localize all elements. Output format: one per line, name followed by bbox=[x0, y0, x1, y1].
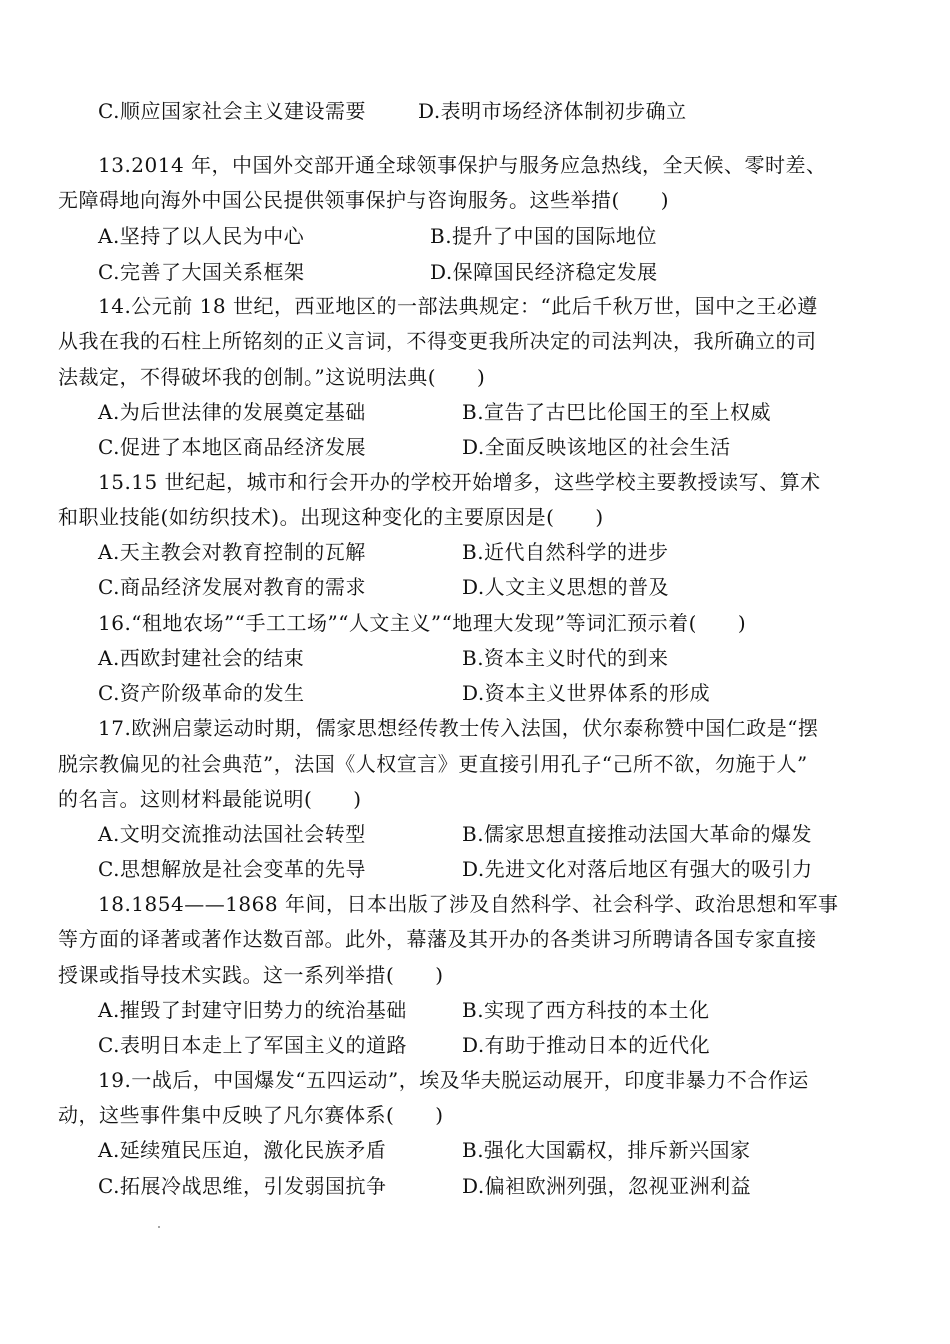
option-d: D.偏袒欧洲列强，忽视亚洲利益 bbox=[462, 1174, 752, 1198]
question-stem: 和职业技能(如纺织技术)。出现这种变化的主要原因是( ) bbox=[58, 505, 604, 529]
question-stem: 13.2014 年，中国外交部开通全球领事保护与服务应急热线，全天候、零时差、 bbox=[98, 153, 827, 177]
question-stem: 14.公元前 18 世纪，西亚地区的一部法典规定：“此后千秋万世，国中之王必遵 bbox=[98, 294, 818, 318]
option-d-prev: D.表明市场经济体制初步确立 bbox=[418, 99, 687, 123]
question-stem: 授课或指导技术实践。这一系列举措( ) bbox=[58, 963, 444, 987]
option-a: A.为后世法律的发展奠定基础 bbox=[98, 400, 366, 424]
question-stem: 动，这些事件集中反映了凡尔赛体系( ) bbox=[58, 1103, 444, 1127]
option-a: A.摧毁了封建守旧势力的统治基础 bbox=[98, 998, 407, 1022]
option-a: A.文明交流推动法国社会转型 bbox=[98, 822, 366, 846]
question-stem: 19.一战后，中国爆发“五四运动”，埃及华夫脱运动展开，印度非暴力不合作运 bbox=[98, 1068, 809, 1092]
option-c: C.表明日本走上了军国主义的道路 bbox=[98, 1033, 407, 1057]
option-d: D.保障国民经济稳定发展 bbox=[430, 260, 658, 284]
question-stem: 从我在我的石柱上所铭刻的正义言词，不得变更我所决定的司法判决，我所确立的司 bbox=[58, 329, 817, 353]
option-b: B.儒家思想直接推动法国大革命的爆发 bbox=[462, 822, 813, 846]
option-d: D.资本主义世界体系的形成 bbox=[462, 681, 711, 705]
option-c: C.完善了大国关系框架 bbox=[98, 260, 305, 284]
option-b: B.提升了中国的国际地位 bbox=[430, 224, 658, 248]
option-c: C.思想解放是社会变革的先导 bbox=[98, 857, 366, 881]
question-stem: 法裁定，不得破坏我的创制。”这说明法典( ) bbox=[58, 365, 486, 389]
option-b: B.实现了西方科技的本土化 bbox=[462, 998, 710, 1022]
option-a: A.西欧封建社会的结束 bbox=[98, 646, 305, 670]
option-a: A.天主教会对教育控制的瓦解 bbox=[98, 540, 366, 564]
option-b: B.资本主义时代的到来 bbox=[462, 646, 669, 670]
option-b: B.强化大国霸权，排斥新兴国家 bbox=[462, 1138, 751, 1162]
question-stem: 脱宗教偏见的社会典范”，法国《人权宣言》更直接引用孔子“己所不欲，勿施于人” bbox=[58, 752, 808, 776]
question-stem: 无障碍地向海外中国公民提供领事保护与咨询服务。这些举措( ) bbox=[58, 188, 670, 212]
option-c: C.拓展冷战思维，引发弱国抗争 bbox=[98, 1174, 387, 1198]
option-c: C.促进了本地区商品经济发展 bbox=[98, 435, 366, 459]
option-a: A.坚持了以人民为中心 bbox=[98, 224, 305, 248]
question-stem: 的名言。这则材料最能说明( ) bbox=[58, 787, 362, 811]
option-c-prev: C.顺应国家社会主义建设需要 bbox=[98, 99, 366, 123]
question-stem: 18.1854——1868 年间，日本出版了涉及自然科学、社会科学、政治思想和军事 bbox=[98, 892, 839, 916]
question-stem: 等方面的译著或著作达数百部。此外，幕藩及其开办的各类讲习所聘请各国专家直接 bbox=[58, 927, 817, 951]
question-stem: 15.15 世纪起，城市和行会开办的学校开始增多，这些学校主要教授读写、算术 bbox=[98, 470, 821, 494]
scan-speck bbox=[158, 1226, 160, 1228]
option-b: B.宣告了古巴比伦国王的至上权威 bbox=[462, 400, 772, 424]
question-stem: 16.“租地农场”“手工工场”“人文主义”“地理大发现”等词汇预示着( ) bbox=[98, 611, 747, 635]
option-d: D.人文主义思想的普及 bbox=[462, 575, 670, 599]
option-a: A.延续殖民压迫，激化民族矛盾 bbox=[98, 1138, 387, 1162]
question-stem: 17.欧洲启蒙运动时期，儒家思想经传教士传入法国，伏尔泰称赞中国仁政是“摆 bbox=[98, 716, 819, 740]
option-d: D.有助于推动日本的近代化 bbox=[462, 1033, 711, 1057]
option-b: B.近代自然科学的进步 bbox=[462, 540, 669, 564]
option-d: D.全面反映该地区的社会生活 bbox=[462, 435, 731, 459]
option-d: D.先进文化对落后地区有强大的吸引力 bbox=[462, 857, 813, 881]
option-c: C.商品经济发展对教育的需求 bbox=[98, 575, 366, 599]
option-c: C.资产阶级革命的发生 bbox=[98, 681, 305, 705]
